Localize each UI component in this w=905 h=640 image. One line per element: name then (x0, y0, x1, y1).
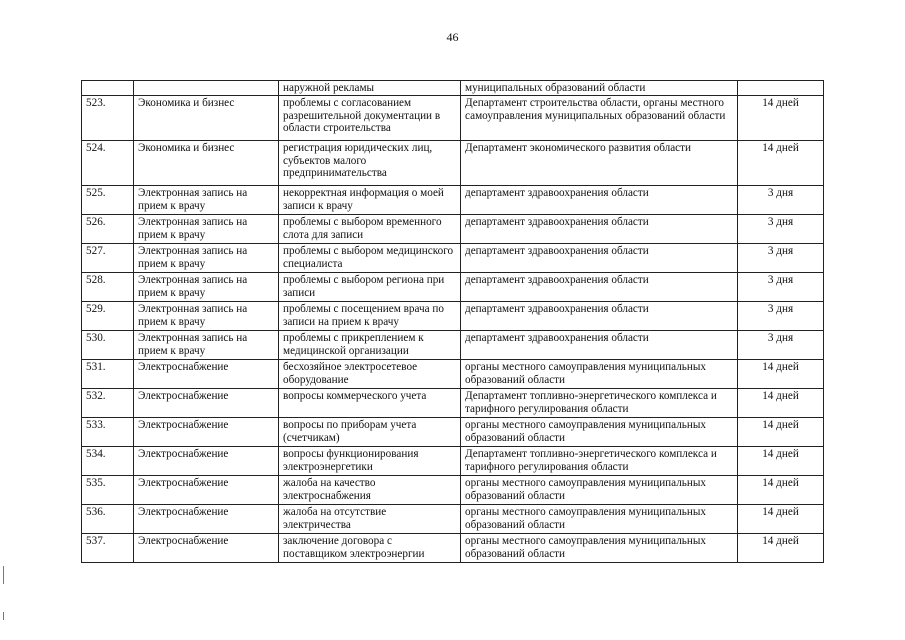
responsible-cell: департамент здравоохранения области (461, 273, 738, 302)
subtopic-cell: наружной рекламы (279, 81, 461, 96)
term-cell: 3 дня (738, 215, 824, 244)
topic-cell: Экономика и бизнес (134, 96, 279, 141)
table-row (82, 505, 824, 534)
subtopic-cell: проблемы с выбором региона при записи (279, 273, 461, 302)
subtopic-cell: проблемы с выбором медицинского специалиста (279, 244, 461, 273)
table-row (82, 331, 824, 360)
subtopic-cell: жалоба на отсутствие электричества (279, 505, 461, 534)
topic-cell: Электроснабжение (134, 389, 279, 418)
term-cell: 14 дней (738, 389, 824, 418)
binding-mark (3, 612, 4, 620)
subtopic-cell: вопросы по приборам учета (счетчикам) (279, 418, 461, 447)
row-number: 525. (82, 186, 134, 215)
row-number: 534. (82, 447, 134, 476)
topic-cell: Экономика и бизнес (134, 141, 279, 186)
topic-cell: Электроснабжение (134, 360, 279, 389)
subtopic-cell: жалоба на качество электроснабжения (279, 476, 461, 505)
responsible-cell: департамент здравоохранения области (461, 186, 738, 215)
table-row (82, 96, 824, 141)
responsible-cell: департамент здравоохранения области (461, 331, 738, 360)
term-cell: 14 дней (738, 534, 824, 563)
row-number: 527. (82, 244, 134, 273)
page-number: 46 (446, 30, 459, 44)
term-cell: 3 дня (738, 244, 824, 273)
responsible-cell: органы местного самоуправления муниципальных образований области (461, 476, 738, 505)
row-number: 524. (82, 141, 134, 186)
topic-cell: Электронная запись на прием к врачу (134, 302, 279, 331)
table-row (82, 389, 824, 418)
row-number: 528. (82, 273, 134, 302)
topic-cell: Электронная запись на прием к врачу (134, 186, 279, 215)
term-cell: 14 дней (738, 418, 824, 447)
topic-cell: Электронная запись на прием к врачу (134, 215, 279, 244)
term-cell: 3 дня (738, 302, 824, 331)
topic-cell: Электроснабжение (134, 418, 279, 447)
row-number: 529. (82, 302, 134, 331)
table-row (82, 447, 824, 476)
topic-cell: Электронная запись на прием к врачу (134, 244, 279, 273)
term-cell (738, 81, 824, 96)
responsible-cell: Департамент топливно-энергетического комплекса и тарифного регулирования области (461, 447, 738, 476)
term-cell: 3 дня (738, 331, 824, 360)
responsible-cell: органы местного самоуправления муниципальных образований области (461, 360, 738, 389)
responsible-cell: Департамент строительства области, органы местного самоуправления муниципальных образований области (461, 96, 738, 141)
subtopic-cell: вопросы коммерческого учета (279, 389, 461, 418)
term-cell: 3 дня (738, 186, 824, 215)
binding-mark (3, 566, 4, 584)
table-row (82, 273, 824, 302)
topic-cell (134, 81, 279, 96)
topic-cell: Электроснабжение (134, 476, 279, 505)
subtopic-cell: бесхозяйное электросетевое оборудование (279, 360, 461, 389)
table-row (82, 81, 824, 96)
subtopic-cell: проблемы с согласованием разрешительной документации в области строительства (279, 96, 461, 141)
term-cell: 14 дней (738, 476, 824, 505)
row-number: 535. (82, 476, 134, 505)
table-row (82, 215, 824, 244)
table-row (82, 186, 824, 215)
subtopic-cell: заключение договора с поставщиком электроэнергии (279, 534, 461, 563)
row-number: 531. (82, 360, 134, 389)
responsible-cell: Департамент экономического развития области (461, 141, 738, 186)
responsible-cell: департамент здравоохранения области (461, 302, 738, 331)
responsible-cell: департамент здравоохранения области (461, 215, 738, 244)
table-row (82, 360, 824, 389)
responsible-cell: Департамент топливно-энергетического комплекса и тарифного регулирования области (461, 389, 738, 418)
row-number (82, 81, 134, 96)
topic-cell: Электроснабжение (134, 534, 279, 563)
topic-cell: Электронная запись на прием к врачу (134, 331, 279, 360)
table-row (82, 141, 824, 186)
subtopic-cell: проблемы с посещением врача по записи на прием к врачу (279, 302, 461, 331)
term-cell: 14 дней (738, 141, 824, 186)
term-cell: 3 дня (738, 273, 824, 302)
term-cell: 14 дней (738, 360, 824, 389)
responsible-cell: органы местного самоуправления муниципальных образований области (461, 505, 738, 534)
table-row (82, 476, 824, 505)
subtopic-cell: вопросы функционирования электроэнергетики (279, 447, 461, 476)
table-row (82, 418, 824, 447)
responsible-cell: органы местного самоуправления муниципальных образований области (461, 534, 738, 563)
responsible-cell: органы местного самоуправления муниципальных образований области (461, 418, 738, 447)
term-cell: 14 дней (738, 447, 824, 476)
topic-cell: Электронная запись на прием к врачу (134, 273, 279, 302)
row-number: 532. (82, 389, 134, 418)
subtopic-cell: проблемы с прикреплением к медицинской организации (279, 331, 461, 360)
term-cell: 14 дней (738, 96, 824, 141)
responsible-cell: департамент здравоохранения области (461, 244, 738, 273)
responsible-cell: муниципальных образований области (461, 81, 738, 96)
row-number: 537. (82, 534, 134, 563)
row-number: 533. (82, 418, 134, 447)
table-row (82, 534, 824, 563)
term-cell: 14 дней (738, 505, 824, 534)
registry-table (81, 80, 824, 563)
table-row (82, 302, 824, 331)
row-number: 523. (82, 96, 134, 141)
subtopic-cell: регистрация юридических лиц, субъектов малого предпринимательства (279, 141, 461, 186)
row-number: 526. (82, 215, 134, 244)
topic-cell: Электроснабжение (134, 505, 279, 534)
table-row (82, 244, 824, 273)
row-number: 536. (82, 505, 134, 534)
subtopic-cell: некорректная информация о моей записи к врачу (279, 186, 461, 215)
subtopic-cell: проблемы с выбором временного слота для записи (279, 215, 461, 244)
row-number: 530. (82, 331, 134, 360)
topic-cell: Электроснабжение (134, 447, 279, 476)
